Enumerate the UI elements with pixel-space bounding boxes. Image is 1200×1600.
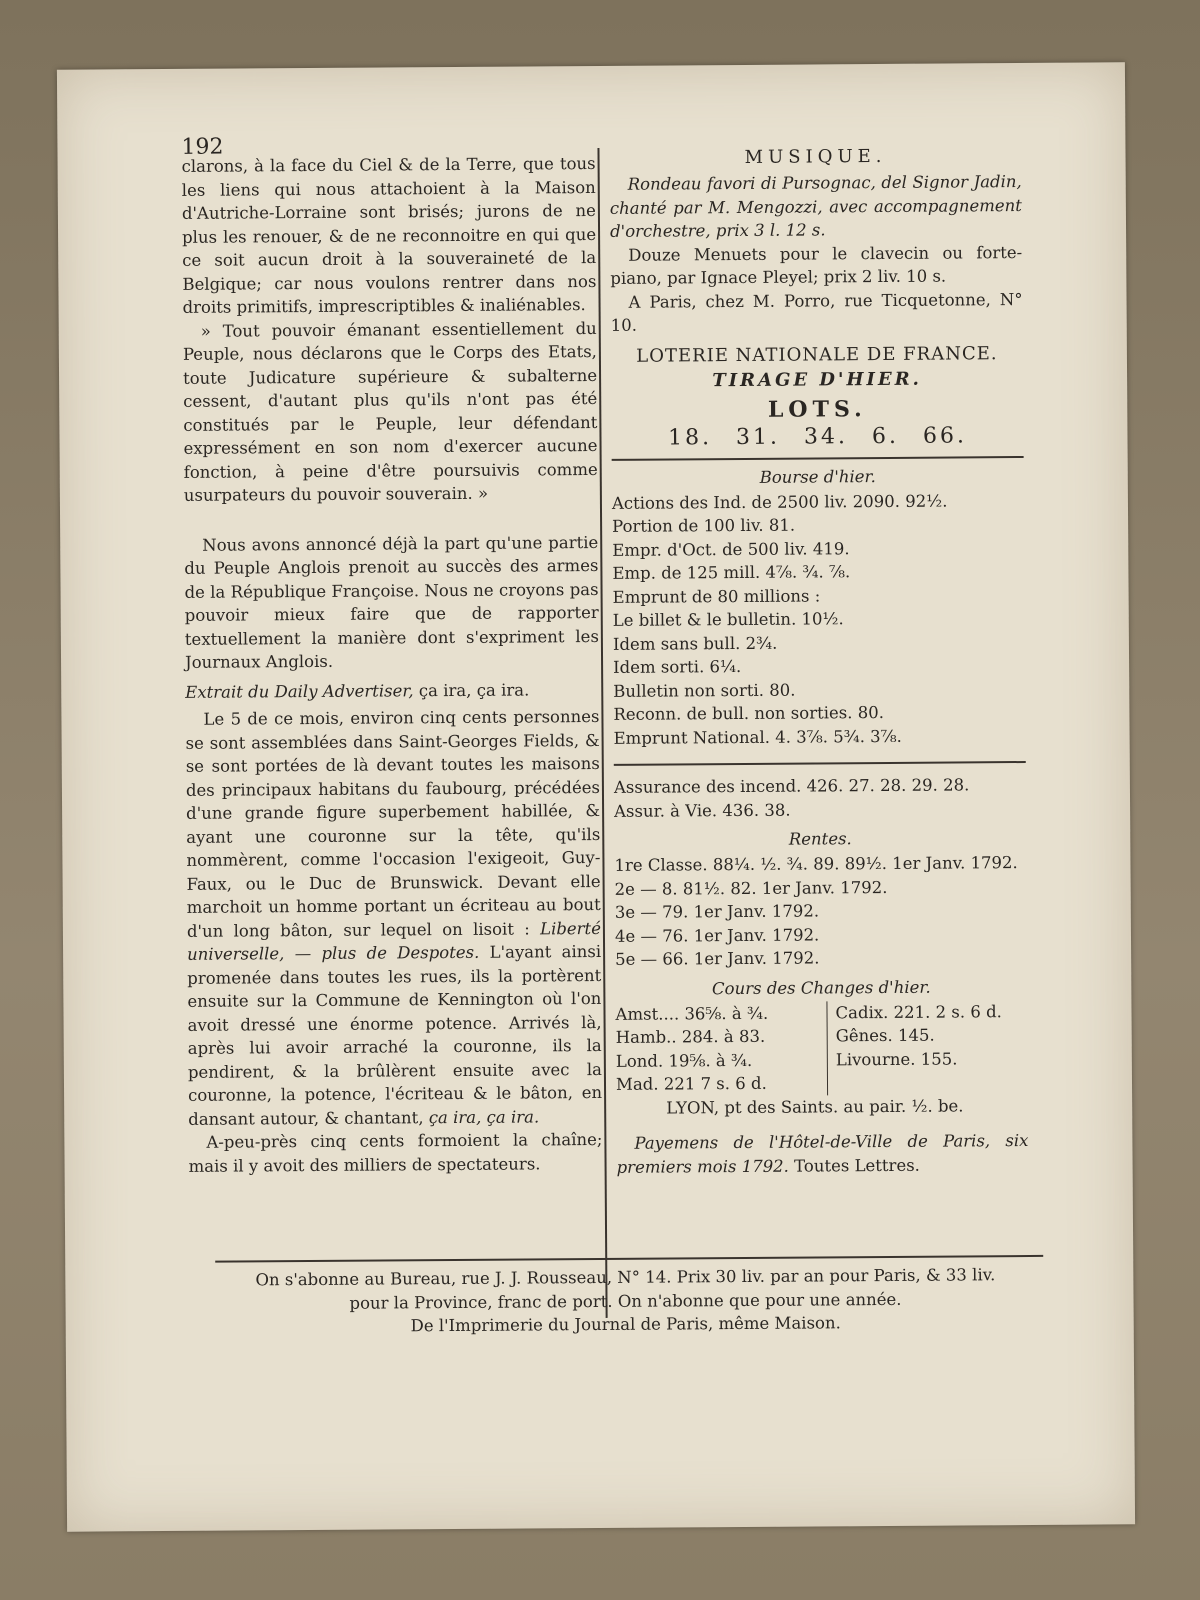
musique-menuets: Douze Menuets pour le clavecin ou forte-piano, par Ignace Pleyel; prix 2 liv. 10 s. — [610, 242, 1023, 288]
lots-header: LOTS. — [767, 395, 867, 423]
assurance-line: Assur. à Vie. 436. 38. — [614, 800, 791, 821]
bourse-line: Empr. d'Oct. de 500 liv. 419. — [612, 538, 850, 560]
newspaper-page — [57, 62, 1135, 1531]
bourse-title: Bourse d'hier. — [759, 466, 876, 487]
paragraph-recit — [185, 705, 602, 1131]
left-column — [182, 152, 603, 1178]
lot-numbers: 18. 31. 34. 6. 66. — [667, 422, 968, 450]
bourse-line: Le billet & le bulletin. 10½. — [612, 609, 844, 630]
bourse-line: Emprunt National. 4. 3⅞. 5¾. 3⅞. — [613, 726, 902, 748]
right-column — [609, 141, 1028, 1179]
change-line: Livourne. 155. — [835, 1048, 958, 1069]
page-number: 192 — [181, 134, 224, 160]
changes-table — [615, 999, 1028, 1096]
rentes-line: 4e — 76. 1er Janv. 1792. — [614, 924, 820, 946]
paragraph-chaine: A-peu-près cinq cents formoient la chaîne; mais il y avoit des milliers de spectateurs. — [188, 1129, 603, 1176]
bourse-line: Idem sorti. 6¼. — [613, 656, 742, 677]
footer-line: De l'Imprimerie du Journal de Paris, même Maison. — [410, 1313, 841, 1336]
rentes-line: 5e — 66. 1er Janv. 1792. — [615, 948, 820, 969]
divider — [612, 456, 1024, 461]
musique-rondeau: Rondeau favori di Pursognac, del Signor Jadin, chanté par M. Mengozzi, avec accompagnement d'orchestre, prix 3 l. 12 s. — [609, 172, 1022, 241]
changes-title: Cours des Changes d'hier. — [711, 977, 931, 998]
bourse-line: Emp. de 125 mill. 4⅞. ¾. ⅞. — [612, 562, 851, 583]
payemens-italic: Payemens de l'Hôtel-de-Ville de Paris, six premiers mois 1792. — [616, 1130, 1029, 1177]
rentes-line: 2e — 8. 81½. 82. 1er Janv. 1792. — [614, 877, 888, 899]
musique-header: MUSIQUE. — [744, 145, 887, 168]
assurance-line: Assurance des incend. 426. 27. 28. 29. 28. — [613, 775, 970, 797]
paragraph-pouvoir: » Tout pouvoir émanant essentiellement du Peuple, nous déclarons que le Corps des Etats, toute Judicature supérieure & subalterne cessent, d'autant plus qu'ils n'ont pas été constitués par le Peuple, leur défendant expressément en son nom d'exercer aucune fonction, à peine d'être poursuivis comme usurpateurs du pouvoir souverain. » — [182, 318, 598, 505]
footer-line: On s'abonne au Bureau, rue J. J. Rousseau, N° 14. Prix 30 liv. par an pour Paris, & 33 liv. — [255, 1265, 996, 1290]
change-line: Cadix. 221. 2 s. 6 d. — [835, 1001, 1002, 1022]
loterie-header: LOTERIE NATIONALE DE FRANCE. — [636, 342, 998, 367]
recit-slogan: Liberté universelle, — plus de Despotes. — [187, 918, 601, 964]
musique-adresse: A Paris, chez M. Porro, rue Ticquetonne, N° 10. — [610, 289, 1023, 335]
extract-tail: ça ira, ça ira. — [413, 679, 530, 700]
divider — [614, 761, 1026, 766]
extract-title: Extrait du Daily Advertiser, — [185, 680, 414, 702]
bourse-line: Idem sans bull. 2¾. — [612, 633, 778, 654]
bourse-line: Emprunt de 80 millions : — [612, 585, 821, 607]
bourse-list — [612, 489, 1026, 750]
paragraph-declaration: clarons, à la face du Ciel & de la Terre, que tous les liens qui nous attachoient à la Maison d'Autriche-Lorraine sont brisés; jurons de ne plus les renouer, & de ne reconnoitre en qui que ce soit aucun droit à la souveraineté de la Belgique; car nous voulons rentrer dans nos droits primitifs, imprescriptibles & inaliénables. — [181, 153, 597, 317]
bourse-line: Actions des Ind. de 2500 liv. 2090. 92½. — [611, 491, 948, 513]
change-line: Hamb.. 284. à 83. — [615, 1026, 766, 1047]
bourse-line: Portion de 100 liv. 81. — [612, 515, 796, 536]
change-line: Mad. 221 7 s. 6 d. — [615, 1073, 767, 1094]
recit-part2: L'ayant ainsi promenée dans toutes les rues, ils la portèrent ensuite sur la Commune de Kennington où l'on avoit dressé une énorme potence. Arrivés là, après lui avoir arraché la couronne, ils la pendirent, & la brûlèrent ensuite avec la couronne, la potence, l'écriteau & le bâton, en dansant autour, & chantant, — [187, 941, 603, 1129]
change-line: Lond. 19⅝. à ¾. — [615, 1050, 753, 1071]
footer — [185, 1263, 1065, 1340]
recit-end: ça ira, ça ira. — [428, 1106, 540, 1127]
payemens-tail: Toutes Lettres. — [788, 1155, 920, 1176]
rentes-title: Rentes. — [788, 829, 852, 849]
change-line: Amst.... 36⅝. à ¾. — [615, 1003, 769, 1024]
extract-heading — [185, 677, 599, 703]
bourse-line: Reconn. de bull. non sorties. 80. — [613, 702, 884, 724]
changes-left — [615, 1001, 828, 1096]
change-line: Gênes. 145. — [835, 1025, 935, 1046]
payemens-line — [616, 1129, 1028, 1179]
tirage-header: TIRAGE D'HIER. — [712, 368, 922, 391]
footer-line: pour la Province, franc de port. On n'abonne que pour une année. — [349, 1289, 902, 1313]
rentes-line: 3e — 79. 1er Janv. 1792. — [614, 901, 820, 922]
footer-rule — [215, 1255, 1043, 1263]
changes-right — [827, 1000, 1002, 1095]
bourse-line: Bulletin non sorti. 80. — [613, 680, 796, 701]
paragraph-annonce: Nous avons annoncé déjà la part qu'une partie du Peuple Anglois prenoit au succès des armes de la République Françoise. Nous ne croyons pas pouvoir mieux faire que de rapporter textuellement la manière dont s'expriment les Journaux Anglois. — [184, 532, 599, 672]
rentes-line: 1re Classe. 88¼. ½. ¾. 89. 89½. 1er Janv. 1792. — [614, 853, 1018, 875]
recit-part1: Le 5 de ce mois, environ cinq cents personnes se sont assemblées dans Saint-Georges Fields, & se sont portées de là devant toutes les maisons des principaux habitans du faubourg, précédées d'une grande figure superbement habillée, & ayant une couronne sur la tête, qu'ils nommèrent, comme l'occasion l'exigeoit, Guy-Faux, ou le Duc de Brunswick. Devant elle marchoit un homme portant un écriteau au bout d'un long bâton, sur lequel on lisoit : — [185, 706, 601, 941]
lyon-line: LYON, pt des Saints. au pair. ½. be. — [666, 1095, 964, 1118]
